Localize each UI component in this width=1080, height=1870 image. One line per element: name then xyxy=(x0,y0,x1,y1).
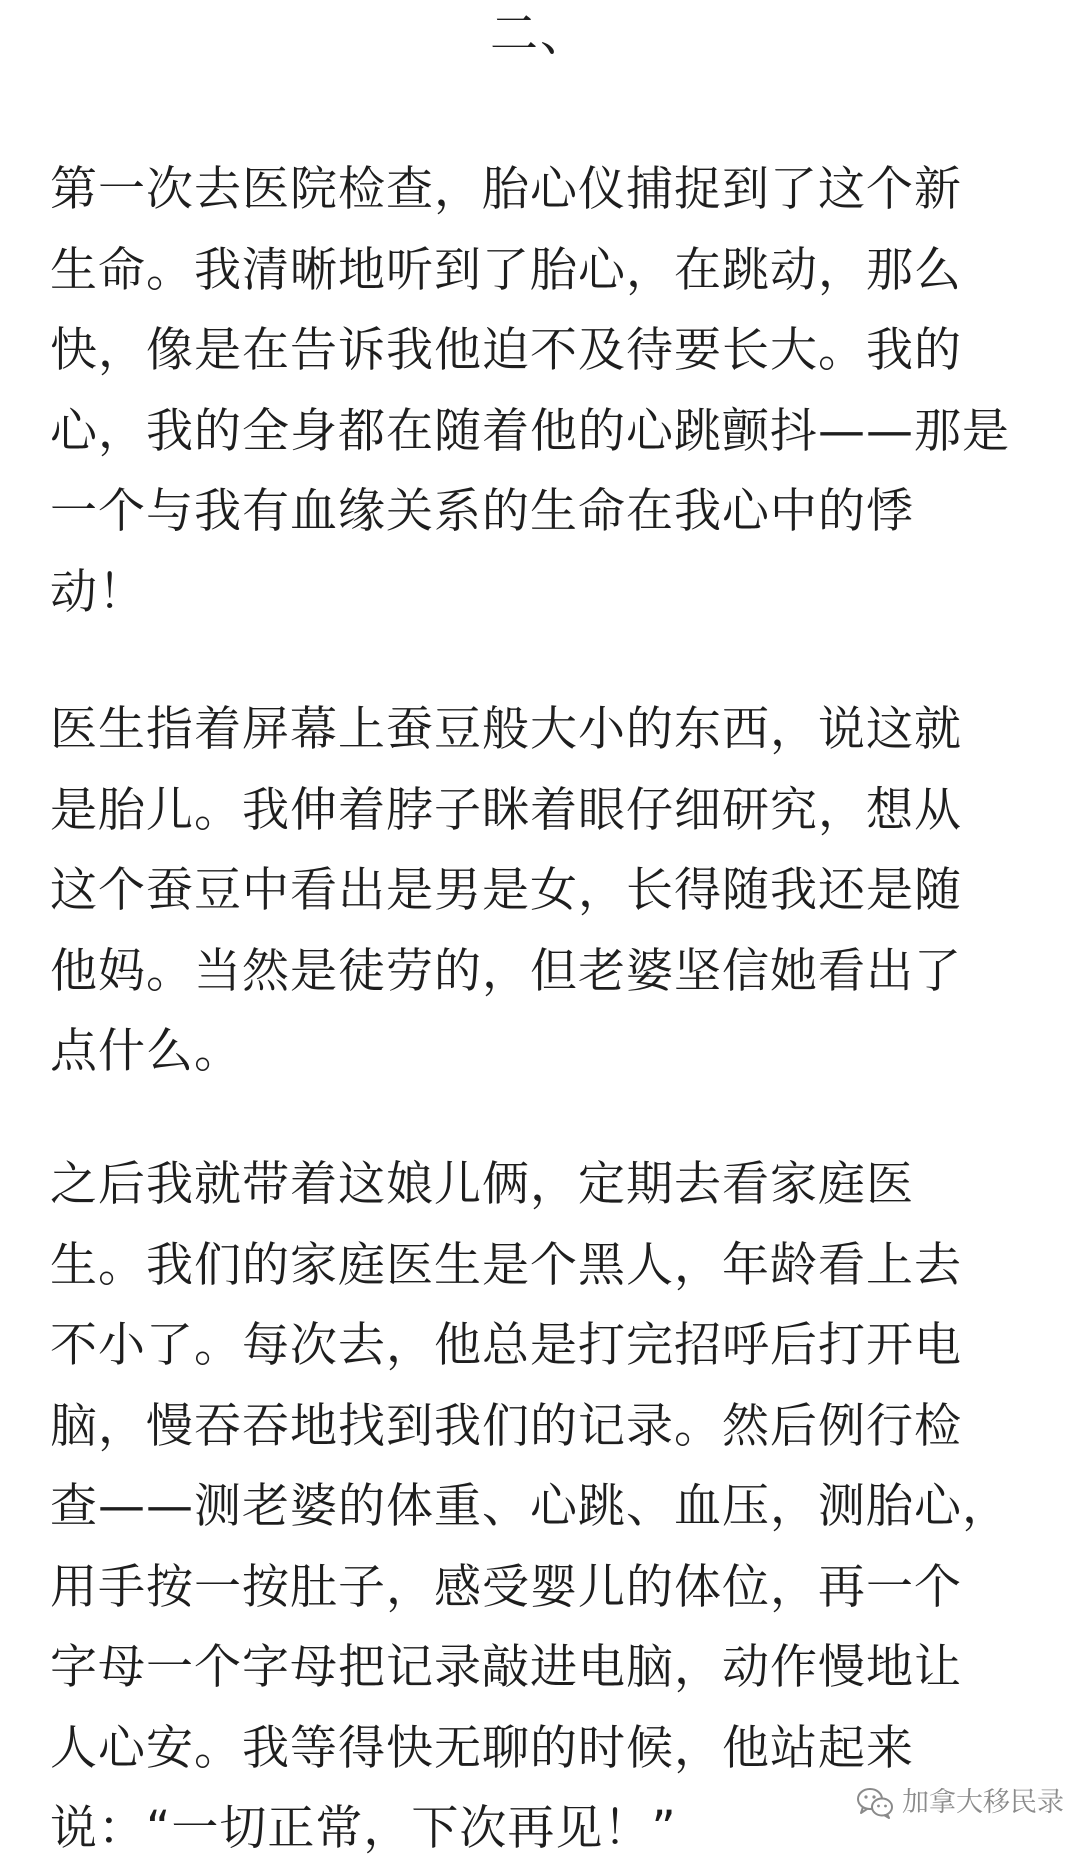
paragraph-line: 生。我们的家庭医生是个黑人，年龄看上去 xyxy=(50,1237,962,1293)
paragraph-line: 他妈。当然是徒劳的，但老婆坚信她看出了 xyxy=(50,943,962,999)
paragraph-line: 之后我就带着这娘儿俩，定期去看家庭医 xyxy=(50,1157,914,1212)
wechat-icon xyxy=(856,1786,894,1820)
paragraph-line: 点什么。 xyxy=(50,1024,242,1079)
paragraph-line: 字母一个字母把记录敲进电脑，动作慢地让 xyxy=(50,1640,962,1695)
paragraph-2 xyxy=(50,690,1040,1093)
paragraph-line: 第一次去医院检查，胎心仪捕捉到了这个新 xyxy=(50,162,962,217)
paragraph-line: 人心安。我等得快无聊的时候，他站起来 xyxy=(50,1720,914,1776)
paragraph-line: 快，像是在告诉我他迫不及待要长大。我的 xyxy=(50,323,962,378)
paragraph-line: 这个蚕豆中看出是男是女，长得随我还是随 xyxy=(50,863,962,918)
section-heading: 二、 xyxy=(489,6,590,62)
paragraph-line: 用手按一按肚子，感受婴儿的体位，再一个 xyxy=(50,1559,962,1615)
paragraph-3 xyxy=(50,1145,1040,1870)
paragraph-line: 医生指着屏幕上蚕豆般大小的东西，说这就 xyxy=(50,702,962,757)
paragraph-line: 生命。我清晰地听到了胎心，在跳动，那么 xyxy=(50,242,962,298)
paragraph-line: 动！ xyxy=(50,564,146,620)
paragraph-line: 查——测老婆的体重、心跳、血压，测胎心， xyxy=(50,1479,1010,1534)
paragraph-line: 一个与我有血缘关系的生命在我心中的悸 xyxy=(50,484,914,539)
watermark-text: 加拿大移民录 xyxy=(902,1787,1064,1818)
paragraph-line: 是胎儿。我伸着脖子眯着眼仔细研究，想从 xyxy=(50,782,962,838)
watermark xyxy=(856,1786,1064,1820)
paragraph-line: 脑，慢吞吞地找到我们的记录。然后例行检 xyxy=(50,1398,962,1454)
paragraph-line: 说：“一切正常，下次再见！” xyxy=(50,1801,677,1856)
paragraph-1 xyxy=(50,150,1040,633)
paragraph-line: 不小了。每次去，他总是打完招呼后打开电 xyxy=(50,1318,962,1373)
paragraph-line: 心，我的全身都在随着他的心跳颤抖——那是 xyxy=(50,403,1010,459)
